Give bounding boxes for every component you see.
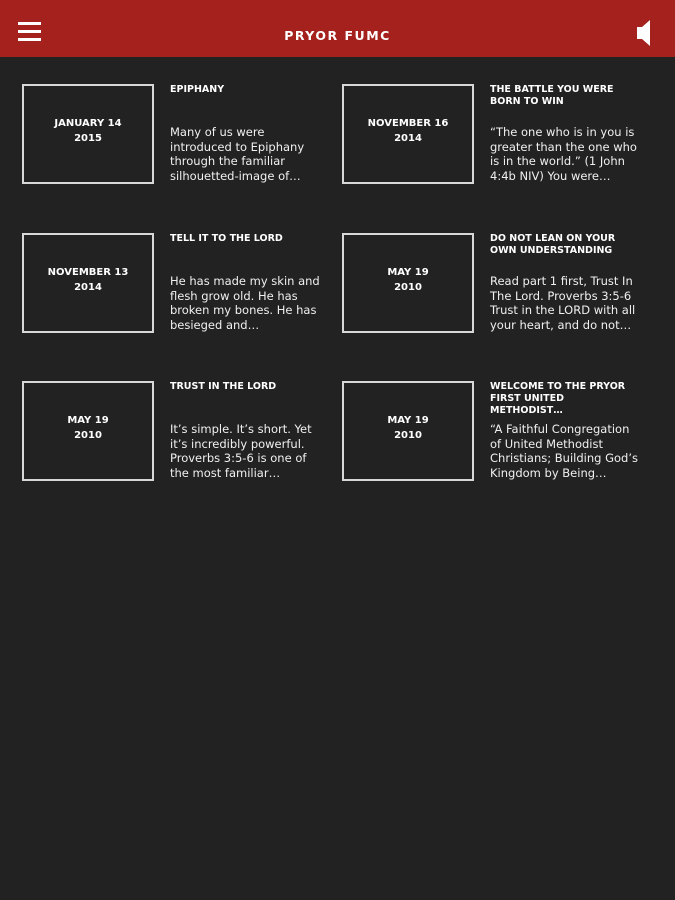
post-excerpt: It’s simple. It’s short. Yet it’s incredibly powerful. Proverbs 3:5-6 is one of the most familiar… [170,422,312,480]
post-title[interactable]: DO NOT LEAN ON YOUR OWN UNDERSTANDING [490,233,616,256]
post-date-year: 2014 [74,282,102,293]
post-date-box [342,381,474,481]
post-date-year: 2010 [74,430,102,441]
post-excerpt: “A Faithful Congregation of United Methodist Christians; Building God’s Kingdom by Being… [490,422,638,480]
post-date-box [342,84,474,184]
post-date-box [22,84,154,184]
post-excerpt: Many of us were introduced to Epiphany through the familiar silhouetted-image of… [170,125,305,183]
post-date-box [22,381,154,481]
post-date-month-day: MAY 19 [67,415,109,426]
post-card[interactable] [0,57,320,183]
app-header [0,0,675,57]
post-title[interactable]: TELL IT TO THE LORD [170,233,283,244]
post-date-month-day: NOVEMBER 16 [367,118,449,129]
post-title[interactable]: WELCOME TO THE PRYOR FIRST UNITED METHODIST… [490,381,626,416]
post-date-month-day: MAY 19 [387,267,429,278]
speaker-icon[interactable] [637,19,657,47]
post-date-year: 2010 [394,430,422,441]
app-title: PRYOR FUMC [284,28,391,43]
post-title[interactable]: THE BATTLE YOU WERE BORN TO WIN [490,84,614,107]
post-date-month-day: JANUARY 14 [54,118,122,129]
post-card[interactable] [0,206,320,332]
post-date-year: 2014 [394,133,422,144]
post-date-year: 2015 [74,133,102,144]
post-card[interactable] [320,57,640,183]
post-date-month-day: NOVEMBER 13 [47,267,129,278]
post-card[interactable] [0,354,320,480]
post-excerpt: “The one who is in you is greater than the one who is in the world.” (1 John 4:4b NIV) You were… [490,125,637,183]
menu-bar-line [18,22,41,25]
post-card[interactable] [320,206,640,332]
post-date-box [22,233,154,333]
post-card[interactable] [320,354,640,480]
post-title[interactable]: TRUST IN THE LORD [170,381,277,392]
post-date-year: 2010 [394,282,422,293]
post-excerpt: He has made my skin and flesh grow old. He has broken my bones. He has besieged and… [170,274,320,332]
post-excerpt: Read part 1 first, Trust In The Lord. Proverbs 3:5-6 Trust in the LORD with all your heart, and do not… [490,274,636,332]
post-date-month-day: MAY 19 [387,415,429,426]
post-title[interactable]: EPIPHANY [170,84,225,95]
post-date-box [342,233,474,333]
